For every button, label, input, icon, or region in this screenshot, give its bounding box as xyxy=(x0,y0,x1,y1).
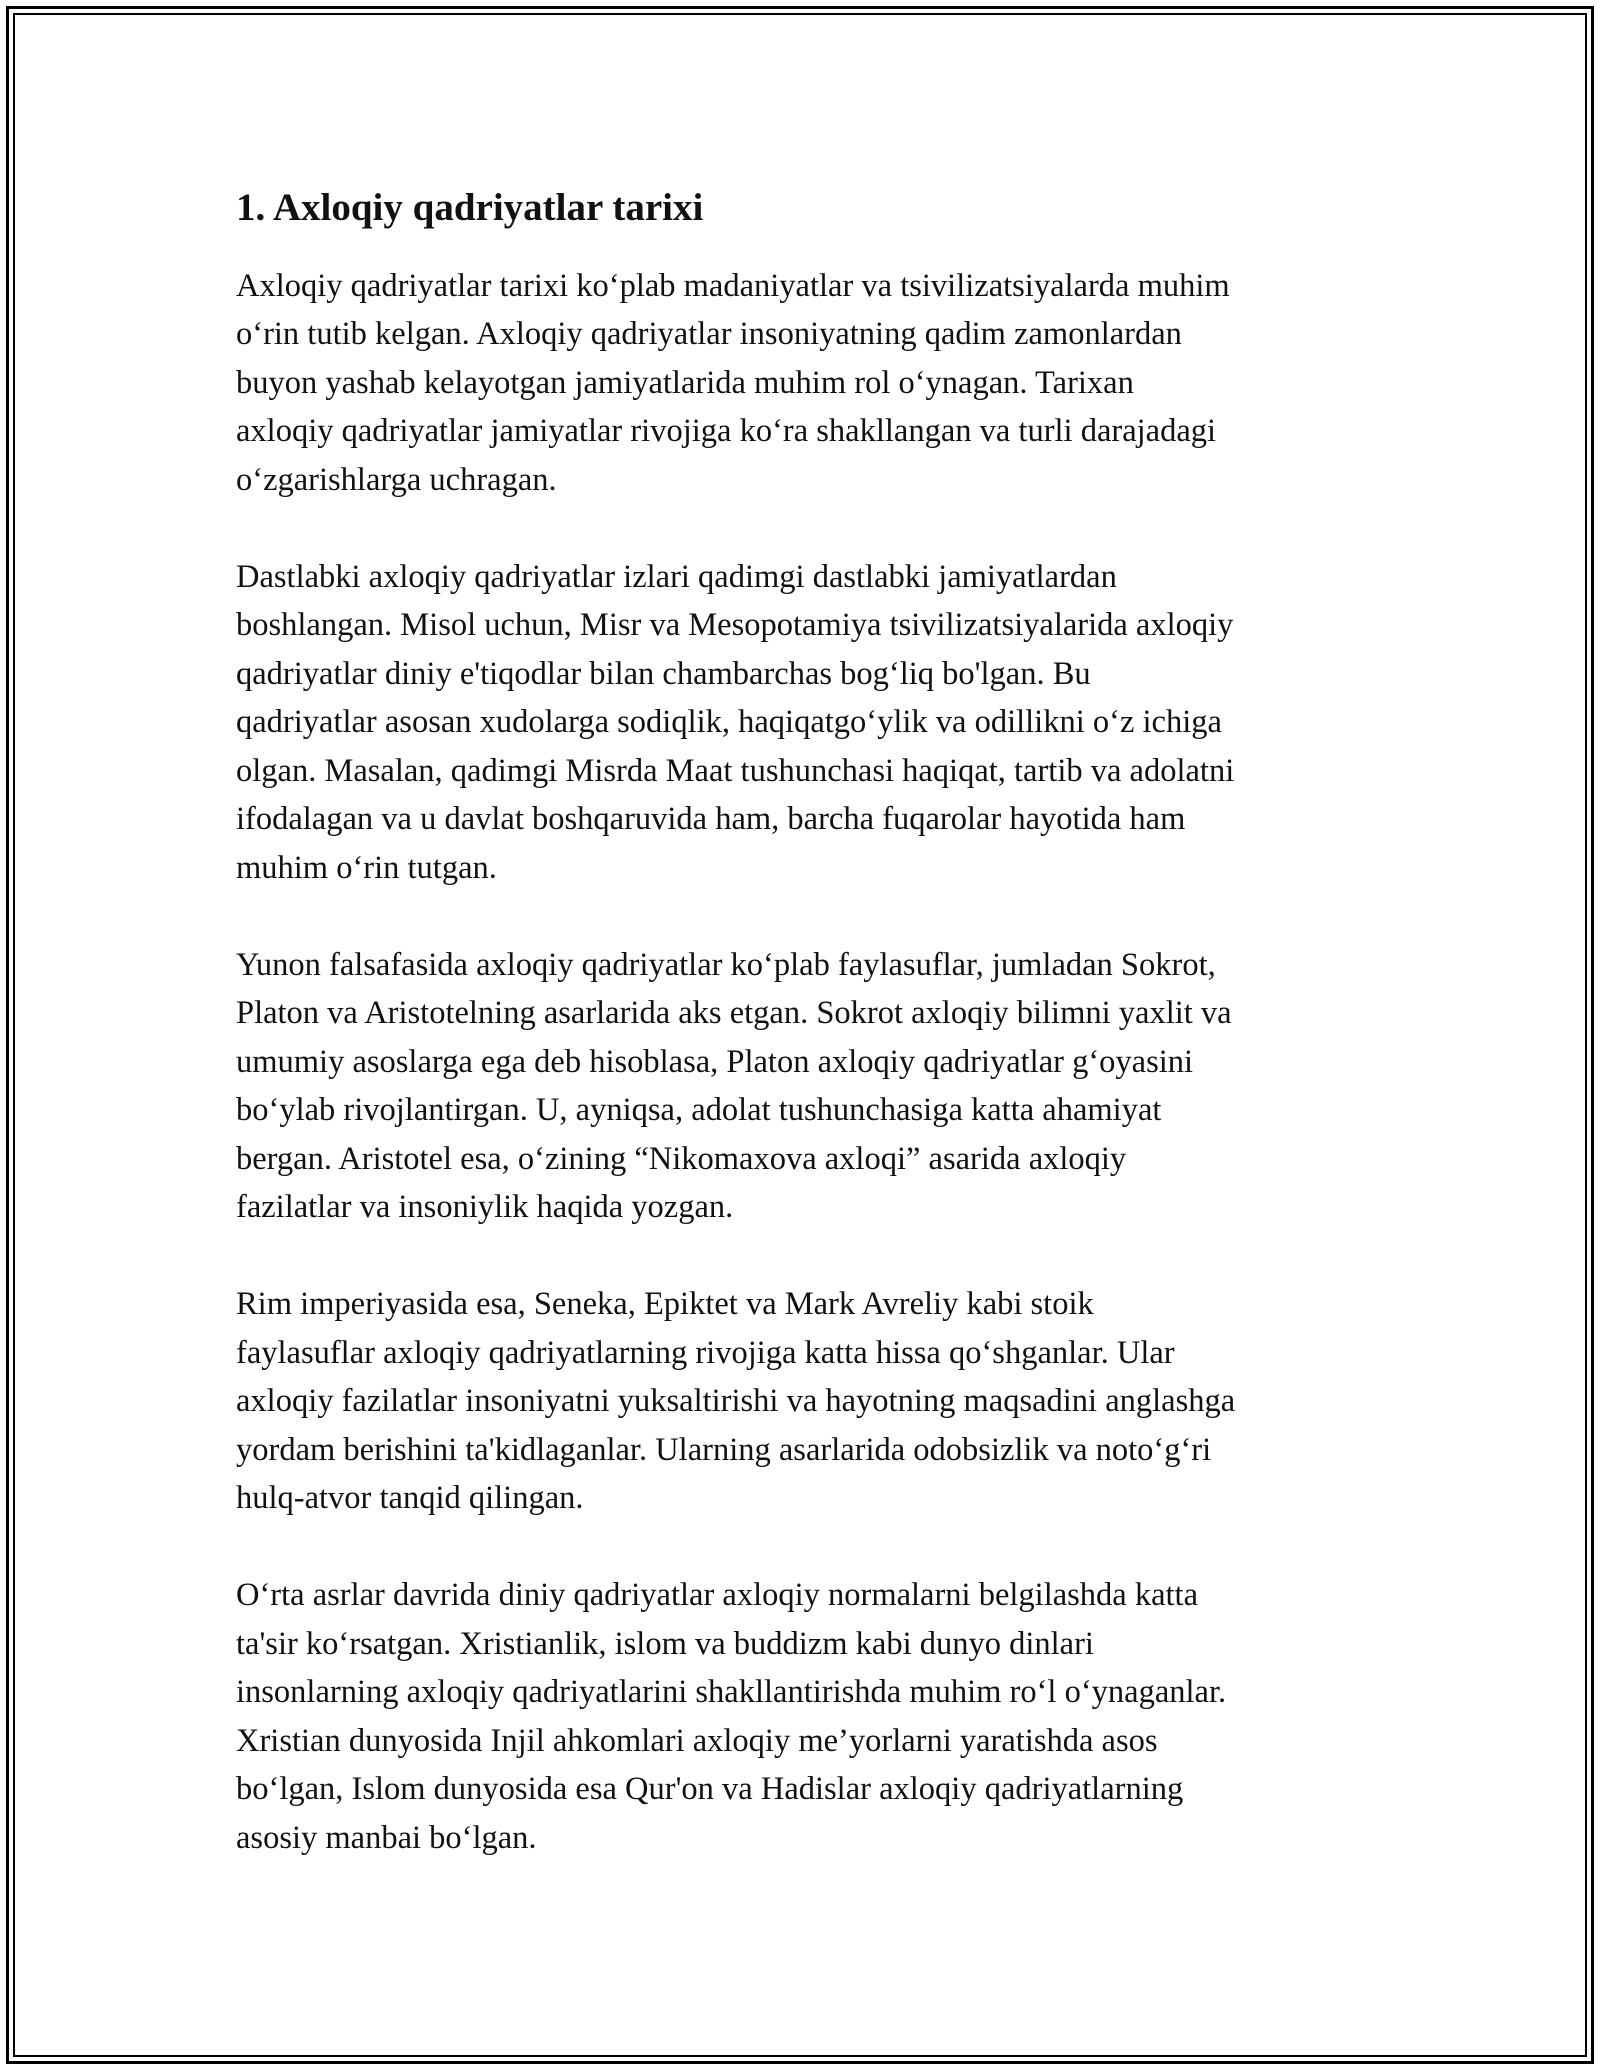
paragraph-1: Axloqiy qadriyatlar tarixi ko‘plab madaniyatlar va tsivilizatsiyalarda muhim o‘rin tutib kelgan. Axloqiy qadriyatlar insoniyatning qadim zamonlardan buyon yashab kelayotgan jamiyatlarida muhim rol o‘ynagan. Tarixan axloqiy qadriyatlar jamiyatlar rivojiga ko‘ra shakllangan va turli darajadagi o‘zgarishlarga uchragan. xyxy=(236,267,1230,498)
section-heading: 1. Axloqiy qadriyatlar tarixi xyxy=(236,186,704,229)
paragraph-4: Rim imperiyasida esa, Seneka, Epiktet va Mark Avreliy kabi stoik faylasuflar axloqiy qadriyatlarning rivojiga katta hissa qo‘shganlar. Ular axloqiy fazilatlar insoniyatni yuksaltirishi va hayotning maqsadini anglashga yordam berishini ta'kidlaganlar. Ularning asarlarida odobsizlik va noto‘g‘ri hulq-atvor tanqid qilingan. xyxy=(236,1286,1236,1517)
document-body xyxy=(236,185,1376,1911)
paragraph-3: Yunon falsafasida axloqiy qadriyatlar ko‘plab faylasuflar, jumladan Sokrot, Platon va Aristotelning asarlarida aks etgan. Sokrot axloqiy bilimni yaxlit va umumiy asoslarga ega deb hisoblasa, Platon axloqiy qadriyatlar g‘oyasini bo‘ylab rivojlantirgan. U, ayniqsa, adolat tushunchasiga katta ahamiyat bergan. Aristotel esa, o‘zining “Nikomaxova axloqi” asarida axloqiy fazilatlar va insoniylik haqida yozgan. xyxy=(236,946,1232,1226)
paragraph-2: Dastlabki axloqiy qadriyatlar izlari qadimgi dastlabki jamiyatlardan boshlangan. Misol uchun, Misr va Mesopotamiya tsivilizatsiyalarida axloqiy qadriyatlar diniy e'tiqodlar bilan chambarchas bog‘liq bo'lgan. Bu qadriyatlar asosan xudolarga sodiqlik, haqiqatgo‘ylik va odillikni o‘z ichiga olgan. Masalan, qadimgi Misrda Maat tushunchasi haqiqat, tartib va adolatni ifodalagan va u davlat boshqaruvida ham, barcha fuqarolar hayotida ham muhim o‘rin tutgan. xyxy=(236,558,1235,886)
paragraph-5: O‘rta asrlar davrida diniy qadriyatlar axloqiy normalarni belgilashda katta ta'sir ko‘rsatgan. Xristianlik, islom va buddizm kabi dunyo dinlari insonlarning axloqiy qadriyatlarini shakllantirishda muhim ro‘l o‘ynaganlar. Xristian dunyosida Injil ahkomlari axloqiy me’yorlarni yaratishda asos bo‘lgan, Islom dunyosida esa Qur'on va Hadislar axloqiy qadriyatlarning asosiy manbai bo‘lgan. xyxy=(236,1577,1227,1856)
